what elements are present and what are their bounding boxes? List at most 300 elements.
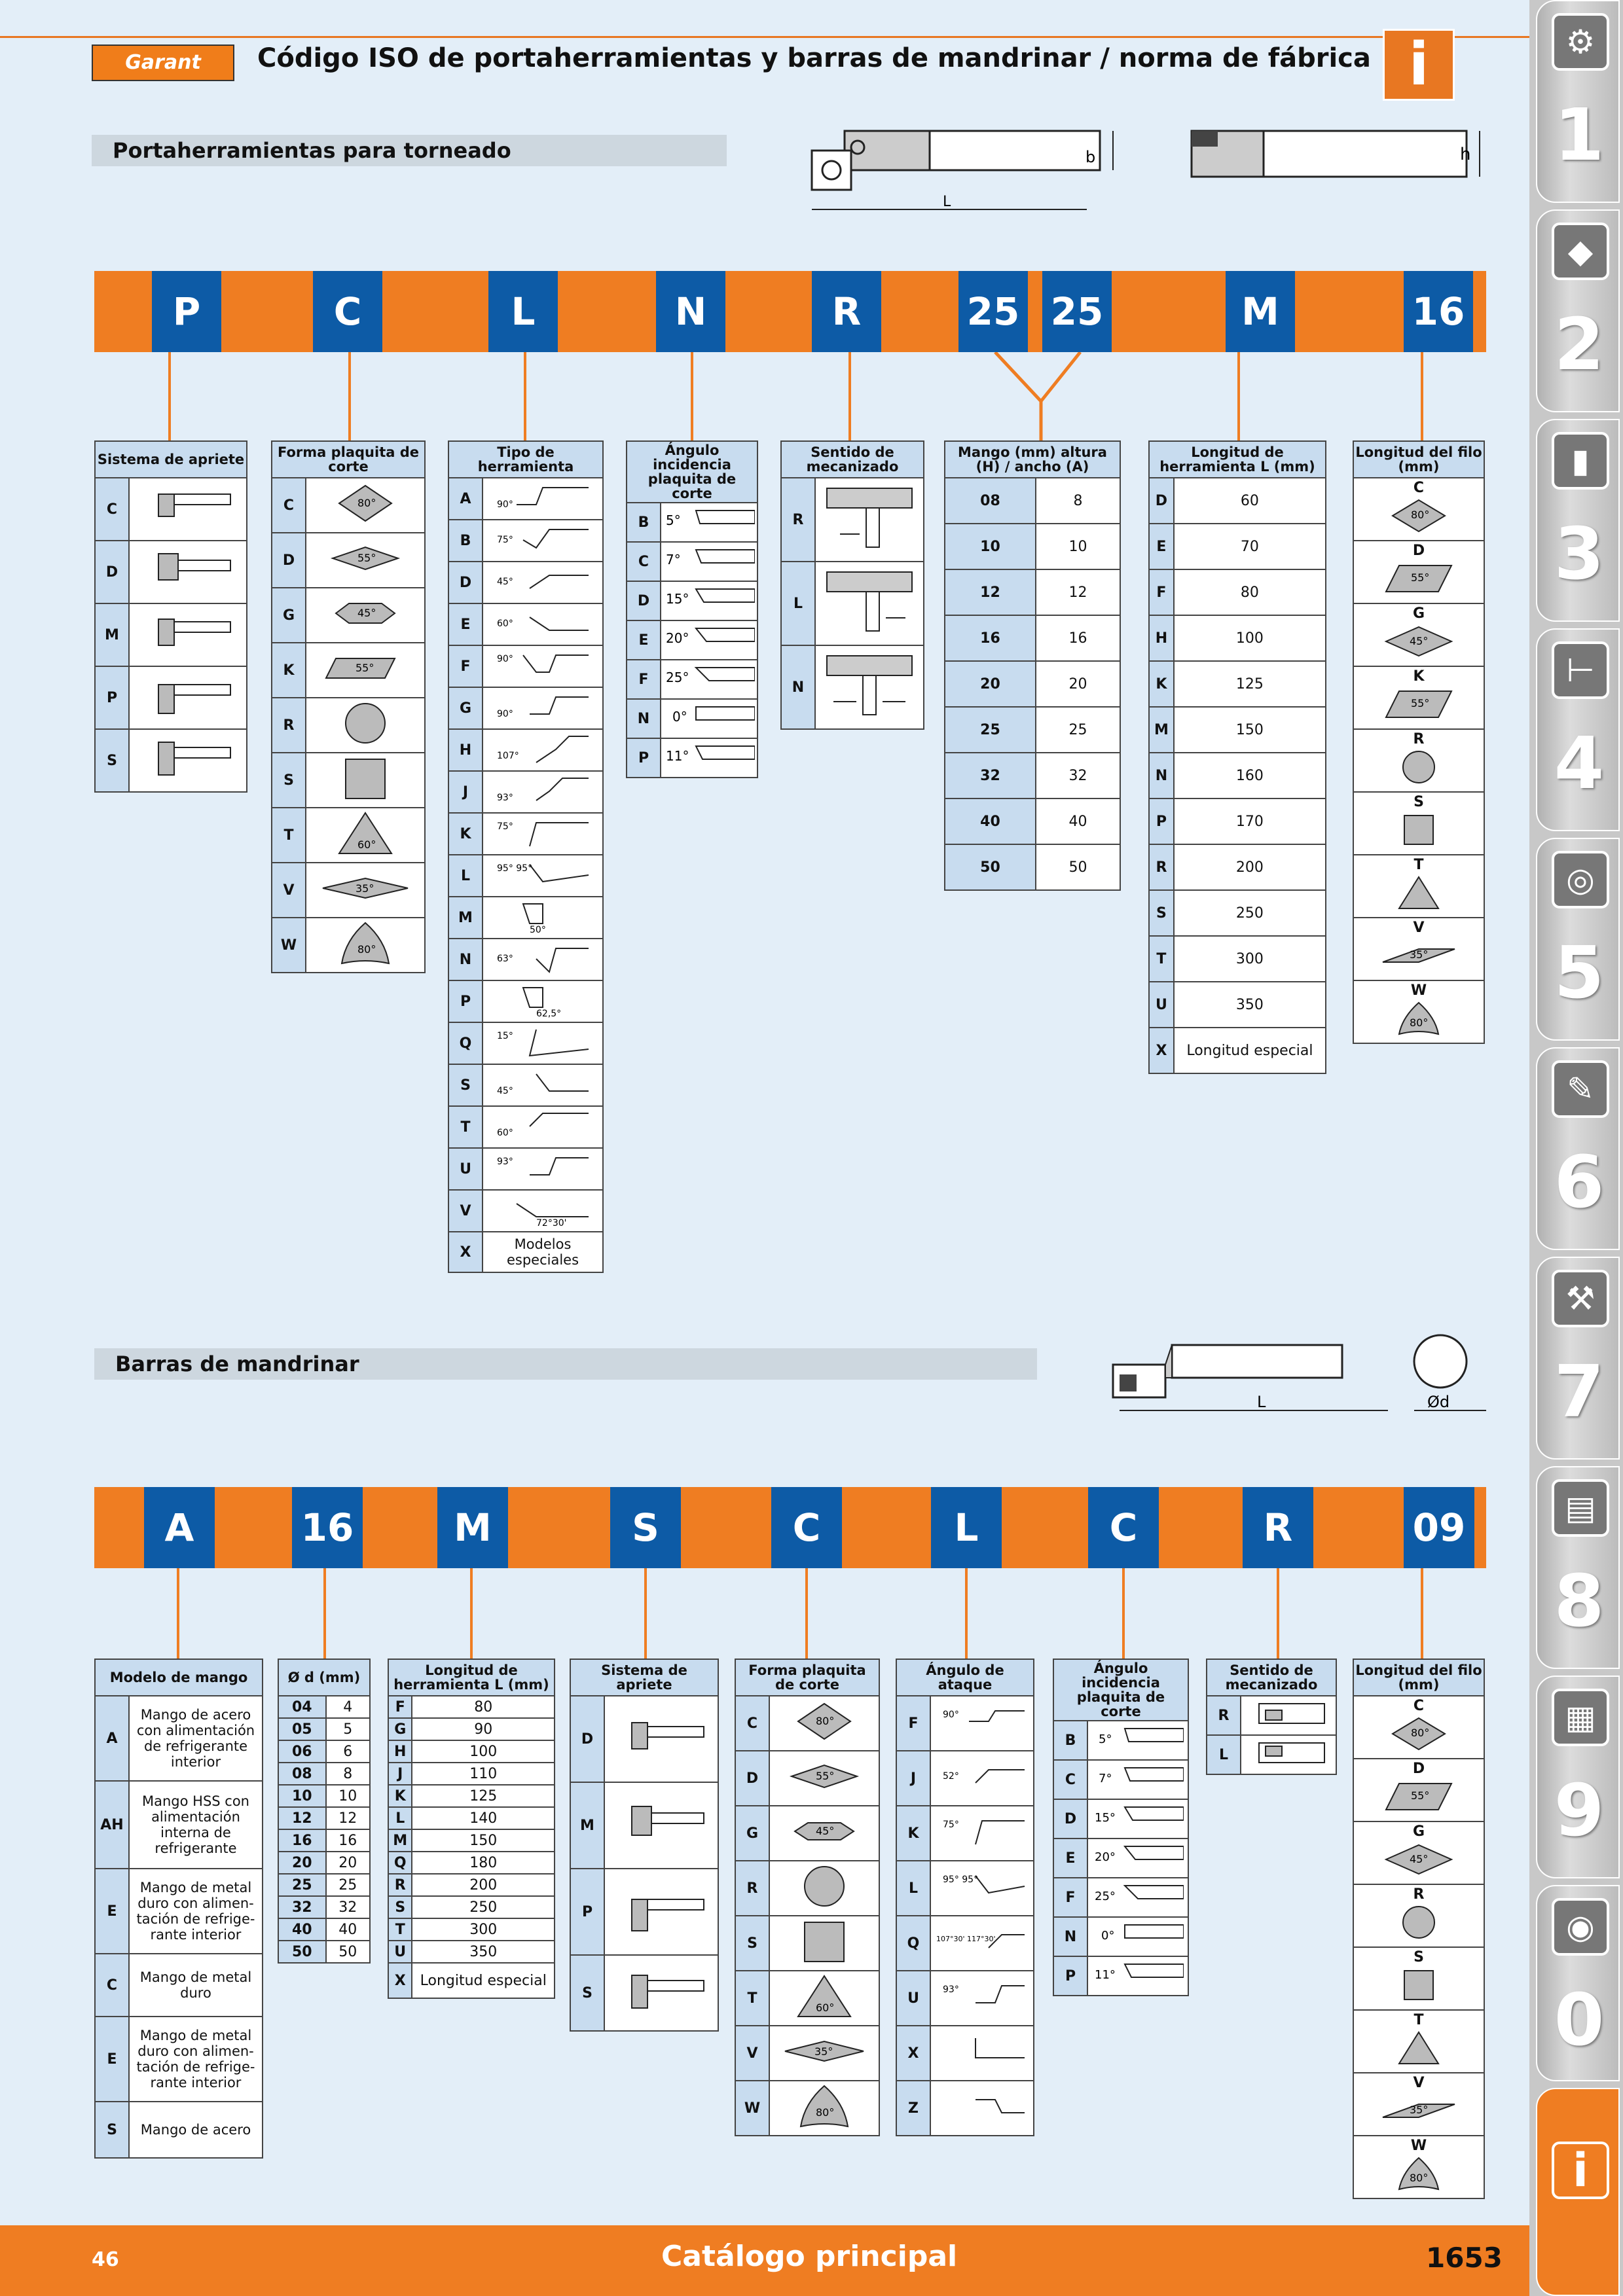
svg-text:107°: 107° bbox=[497, 751, 519, 761]
table-key: B bbox=[1053, 1721, 1087, 1760]
svg-text:45°: 45° bbox=[497, 1086, 513, 1096]
svg-text:55°: 55° bbox=[356, 662, 374, 674]
clearance-angle-icon bbox=[661, 699, 757, 738]
svg-text:75°: 75° bbox=[943, 1820, 959, 1830]
svg-text:93°: 93° bbox=[497, 1157, 513, 1167]
table-clearance-angle-boring bbox=[1053, 1659, 1189, 1996]
toolbox-icon: ▤ bbox=[1552, 1479, 1609, 1537]
table-key: C bbox=[627, 542, 661, 581]
svg-text:80°: 80° bbox=[1411, 508, 1430, 521]
table-diameter bbox=[278, 1659, 371, 1964]
drawing-label-d: Ød bbox=[1427, 1393, 1450, 1411]
clearance-angle-icon bbox=[1087, 1721, 1188, 1760]
edge-r-icon: R bbox=[1353, 729, 1484, 792]
code-letter: N bbox=[656, 271, 725, 352]
connector bbox=[323, 1568, 326, 1659]
table-key: 08 bbox=[278, 1763, 326, 1785]
table-key: J bbox=[388, 1763, 412, 1785]
table-key: P bbox=[627, 738, 661, 778]
table-value: 32 bbox=[326, 1896, 370, 1918]
table-key: D bbox=[448, 562, 483, 603]
chapter-tab-3[interactable] bbox=[1536, 419, 1620, 622]
clamp-icon bbox=[129, 478, 247, 541]
table-key: 12 bbox=[945, 569, 1036, 615]
edge-v-icon: V 35° bbox=[1353, 918, 1484, 980]
table-key: D bbox=[627, 581, 661, 620]
svg-text:45°: 45° bbox=[816, 1825, 835, 1837]
table-key: S bbox=[735, 1916, 769, 1971]
table-value: 40 bbox=[326, 1918, 370, 1941]
table-key: M bbox=[570, 1782, 604, 1869]
table-value: 50 bbox=[326, 1941, 370, 1963]
table-key: 16 bbox=[945, 615, 1036, 661]
table-key: X bbox=[448, 1232, 483, 1272]
table-value: 25 bbox=[1036, 707, 1120, 753]
svg-text:55°: 55° bbox=[357, 552, 376, 564]
table-header: Ángulo de ataque bbox=[896, 1659, 1034, 1696]
chapter-tab-8[interactable] bbox=[1536, 1466, 1620, 1669]
table-value: 6 bbox=[326, 1740, 370, 1763]
svg-text:11°: 11° bbox=[666, 748, 689, 764]
svg-text:90°: 90° bbox=[497, 654, 513, 664]
table-value: 80 bbox=[1174, 569, 1326, 615]
insert-parallelogram-55-icon bbox=[306, 643, 425, 698]
svg-text:35°: 35° bbox=[1410, 948, 1429, 961]
svg-text:20°: 20° bbox=[1095, 1850, 1116, 1864]
table-header: Tipo de herramienta bbox=[448, 441, 603, 478]
table-key: E bbox=[1053, 1839, 1087, 1878]
chapter-tab-7[interactable] bbox=[1536, 1257, 1620, 1460]
svg-text:45°: 45° bbox=[1410, 634, 1429, 647]
table-key: J bbox=[448, 771, 483, 813]
table-key: C bbox=[1053, 1760, 1087, 1799]
clearance-angle-icon bbox=[661, 503, 757, 542]
toolholder-drawing bbox=[805, 118, 1133, 223]
insert-round-icon bbox=[769, 1861, 879, 1916]
hammer-pliers-icon: ⚒ bbox=[1552, 1270, 1609, 1327]
table-key: S bbox=[95, 2102, 129, 2158]
table-tool-length-boring bbox=[388, 1659, 555, 1999]
table-key: T bbox=[272, 808, 306, 863]
clearance-angle-icon bbox=[1087, 1799, 1188, 1839]
code-band-turning bbox=[94, 271, 1486, 352]
table-key: N bbox=[448, 939, 483, 980]
table-insert-shape bbox=[271, 440, 426, 973]
table-value: 60 bbox=[1174, 478, 1326, 524]
insert-square-icon bbox=[306, 753, 425, 808]
svg-text:90°: 90° bbox=[943, 1710, 959, 1720]
table-key: P bbox=[95, 666, 129, 729]
connector bbox=[1277, 1568, 1279, 1659]
approach-angle-icon bbox=[930, 1806, 1034, 1861]
table-header: Longitud del filo (mm) bbox=[1353, 1659, 1484, 1696]
table-key: 04 bbox=[278, 1696, 326, 1718]
chapter-tab-6[interactable] bbox=[1536, 1047, 1620, 1250]
table-key: C bbox=[95, 1954, 129, 2017]
connector bbox=[805, 1568, 808, 1659]
catalog-page-number: 1653 bbox=[1426, 2242, 1503, 2274]
clearance-angle-icon bbox=[1087, 1878, 1188, 1917]
svg-text:45°: 45° bbox=[1410, 1852, 1429, 1865]
table-key: D bbox=[1053, 1799, 1087, 1839]
insert-rhombus-80-icon bbox=[306, 478, 425, 533]
svg-text:63°: 63° bbox=[497, 954, 513, 964]
table-key: 20 bbox=[945, 661, 1036, 707]
table-value: 25 bbox=[326, 1874, 370, 1896]
table-key: 50 bbox=[945, 844, 1036, 890]
svg-text:55°: 55° bbox=[1411, 1789, 1430, 1802]
svg-text:0°: 0° bbox=[672, 709, 687, 725]
svg-text:62,5°: 62,5° bbox=[536, 1009, 562, 1018]
table-key: F bbox=[448, 645, 483, 687]
insert-trigon-icon bbox=[769, 2081, 879, 2136]
connector bbox=[1421, 352, 1423, 440]
table-header: Ángulo incidencia plaquita de corte bbox=[1053, 1659, 1188, 1721]
table-key: Z bbox=[896, 2081, 930, 2136]
code-letter: L bbox=[931, 1487, 1002, 1568]
tool-type-special: Modelos especiales bbox=[483, 1232, 603, 1272]
edge-c-icon: C 80° bbox=[1353, 1696, 1484, 1759]
table-key: V bbox=[448, 1190, 483, 1232]
table-value: 12 bbox=[1036, 569, 1120, 615]
table-value: 100 bbox=[412, 1740, 555, 1763]
svg-text:15°: 15° bbox=[497, 1031, 513, 1041]
table-key: K bbox=[388, 1785, 412, 1807]
table-key: 40 bbox=[945, 798, 1036, 844]
table-header: Forma plaquita de corte bbox=[272, 441, 425, 478]
svg-text:7°: 7° bbox=[666, 552, 681, 567]
code-letter: 16 bbox=[292, 1487, 363, 1568]
connector bbox=[470, 1568, 473, 1659]
table-clamp-system bbox=[94, 440, 247, 793]
table-value: 150 bbox=[412, 1829, 555, 1852]
table-value: 16 bbox=[326, 1829, 370, 1852]
table-tool-length bbox=[1148, 440, 1326, 1074]
tool-type-icon bbox=[483, 478, 603, 520]
table-key: A bbox=[448, 478, 483, 520]
approach-angle-icon bbox=[930, 2026, 1034, 2081]
table-value: 110 bbox=[412, 1763, 555, 1785]
drill-icon: ⚙ bbox=[1552, 13, 1609, 71]
svg-text:95° 95°: 95° 95° bbox=[943, 1874, 979, 1885]
direction-neutral-icon bbox=[815, 645, 924, 729]
chapter-tab-0[interactable] bbox=[1536, 1885, 1620, 2081]
svg-text:35°: 35° bbox=[814, 2045, 833, 2058]
table-key: D bbox=[1149, 478, 1174, 524]
table-key: N bbox=[627, 699, 661, 738]
table-value: 8 bbox=[326, 1763, 370, 1785]
table-key: 40 bbox=[278, 1918, 326, 1941]
table-key: E bbox=[627, 620, 661, 660]
svg-text:20°: 20° bbox=[666, 630, 689, 646]
table-key: N bbox=[781, 645, 815, 729]
table-value: Longitud especial bbox=[1174, 1028, 1326, 1073]
drawing-label-b: b bbox=[1085, 148, 1096, 166]
table-key: E bbox=[95, 1869, 129, 1954]
clearance-angle-icon bbox=[661, 738, 757, 778]
clearance-angle-icon bbox=[1087, 1839, 1188, 1878]
table-cutting-edge-length bbox=[1353, 440, 1485, 1044]
edge-c-icon: C 80° bbox=[1353, 478, 1484, 541]
code-letter: R bbox=[812, 271, 881, 352]
table-key: R bbox=[781, 478, 815, 562]
code-letter: 09 bbox=[1404, 1487, 1474, 1568]
insert-trigon-icon bbox=[306, 918, 425, 973]
table-key: S bbox=[272, 753, 306, 808]
svg-text:5°: 5° bbox=[666, 512, 681, 528]
table-value: 16 bbox=[1036, 615, 1120, 661]
table-key: R bbox=[272, 698, 306, 753]
table-key: N bbox=[1149, 753, 1174, 798]
table-value: 350 bbox=[412, 1941, 555, 1963]
table-value: 140 bbox=[412, 1807, 555, 1829]
table-key: P bbox=[570, 1869, 604, 1955]
table-header: Ángulo incidencia plaquita de corte bbox=[627, 441, 757, 503]
chapter-number: 8 bbox=[1554, 1559, 1605, 1643]
clamp-icon bbox=[129, 729, 247, 792]
tool-type-icon bbox=[483, 1148, 603, 1190]
svg-text:11°: 11° bbox=[1095, 1968, 1116, 1982]
table-value: 125 bbox=[1174, 661, 1326, 707]
insert-rhombus-55-icon bbox=[769, 1751, 879, 1806]
clearance-angle-icon bbox=[661, 620, 757, 660]
direction-right-icon bbox=[1241, 1696, 1336, 1735]
tool-type-icon bbox=[483, 1106, 603, 1148]
svg-text:25°: 25° bbox=[1095, 1890, 1116, 1903]
connector bbox=[965, 1568, 968, 1659]
insert-parallelogram-45-icon bbox=[306, 588, 425, 643]
table-key: T bbox=[448, 1106, 483, 1148]
table-key: F bbox=[627, 660, 661, 699]
clamp-icon bbox=[129, 541, 247, 603]
insert-icon: ◆ bbox=[1552, 223, 1609, 280]
table-value: 350 bbox=[1174, 982, 1326, 1028]
clearance-angle-icon bbox=[661, 581, 757, 620]
svg-text:90°: 90° bbox=[497, 709, 513, 719]
chapter-number: 6 bbox=[1554, 1140, 1605, 1224]
table-header: Sentido de mecanizado bbox=[781, 441, 924, 478]
table-key: F bbox=[896, 1696, 930, 1751]
table-key: 06 bbox=[278, 1740, 326, 1763]
table-key: M bbox=[1149, 707, 1174, 753]
edge-d-icon: D 55° bbox=[1353, 541, 1484, 603]
tool-type-icon bbox=[483, 520, 603, 562]
svg-text:80°: 80° bbox=[1410, 1016, 1429, 1029]
info-icon: i bbox=[1552, 2142, 1609, 2199]
table-key: H bbox=[448, 729, 483, 771]
svg-text:60°: 60° bbox=[497, 1128, 513, 1138]
edge-k-icon: K 55° bbox=[1353, 666, 1484, 729]
table-key: 12 bbox=[278, 1807, 326, 1829]
clearance-angle-icon bbox=[661, 660, 757, 699]
connector bbox=[1421, 1568, 1423, 1659]
table-key: U bbox=[388, 1941, 412, 1963]
table-key: Q bbox=[896, 1916, 930, 1971]
chuck-icon: ▮ bbox=[1552, 432, 1609, 490]
chapter-tab-2[interactable] bbox=[1536, 209, 1620, 412]
table-key: R bbox=[388, 1874, 412, 1896]
edge-t-icon: T bbox=[1353, 855, 1484, 918]
svg-text:80°: 80° bbox=[1411, 1726, 1430, 1739]
caliper-icon: ⊢ bbox=[1552, 641, 1609, 699]
connector bbox=[177, 1568, 179, 1659]
table-key: X bbox=[388, 1963, 412, 1998]
table-key: S bbox=[570, 1955, 604, 2031]
tool-type-icon bbox=[483, 813, 603, 855]
table-key: 50 bbox=[278, 1941, 326, 1963]
safety-goggles-icon: ◉ bbox=[1552, 1898, 1609, 1956]
connector bbox=[644, 1568, 647, 1659]
tool-type-icon bbox=[483, 1022, 603, 1064]
table-key: S bbox=[1149, 890, 1174, 936]
tool-type-icon bbox=[483, 897, 603, 939]
table-key: 25 bbox=[278, 1874, 326, 1896]
table-key: G bbox=[735, 1806, 769, 1861]
table-key: Q bbox=[388, 1852, 412, 1874]
svg-text:72°30': 72°30' bbox=[536, 1218, 567, 1227]
code-letter: C bbox=[771, 1487, 842, 1568]
table-key: F bbox=[1149, 569, 1174, 615]
table-header: Sistema de apriete bbox=[570, 1659, 718, 1696]
table-value: 90 bbox=[412, 1718, 555, 1740]
tool-type-icon bbox=[483, 562, 603, 603]
approach-angle-icon bbox=[930, 1971, 1034, 2026]
table-key: X bbox=[896, 2026, 930, 2081]
edge-r-icon: R bbox=[1353, 1884, 1484, 1947]
svg-text:50°: 50° bbox=[530, 925, 546, 934]
code-letter: 16 bbox=[1404, 271, 1473, 352]
table-key: T bbox=[388, 1918, 412, 1941]
svg-text:35°: 35° bbox=[1410, 2103, 1429, 2116]
table-key: L bbox=[448, 855, 483, 897]
chapter-number: 0 bbox=[1554, 1978, 1605, 2062]
table-value: Mango de acero con alimentación de refrigerante interior bbox=[129, 1696, 263, 1781]
table-key: L bbox=[896, 1861, 930, 1916]
svg-text:15°: 15° bbox=[1095, 1811, 1116, 1825]
table-value: 70 bbox=[1174, 524, 1326, 569]
svg-text:80°: 80° bbox=[357, 497, 376, 509]
table-clearance-angle bbox=[626, 440, 758, 778]
svg-text:55°: 55° bbox=[816, 1770, 835, 1782]
svg-text:60°: 60° bbox=[816, 2001, 835, 2014]
tool-type-icon bbox=[483, 980, 603, 1022]
table-key: G bbox=[448, 687, 483, 729]
table-key: H bbox=[1149, 615, 1174, 661]
table-key: F bbox=[388, 1696, 412, 1718]
clearance-angle-icon bbox=[1087, 1956, 1188, 1996]
svg-text:90°: 90° bbox=[497, 499, 513, 510]
edge-t-icon: T bbox=[1353, 2010, 1484, 2073]
svg-text:80°: 80° bbox=[357, 943, 376, 956]
table-key: R bbox=[1207, 1696, 1241, 1735]
svg-text:80°: 80° bbox=[816, 1715, 835, 1727]
table-key: B bbox=[627, 503, 661, 542]
table-header: Longitud de herramienta L (mm) bbox=[388, 1659, 555, 1696]
approach-angle-icon bbox=[930, 2081, 1034, 2136]
clamp-icon bbox=[604, 1782, 718, 1869]
wrench-icon: ✎ bbox=[1552, 1060, 1609, 1118]
table-key: D bbox=[570, 1696, 604, 1782]
insert-parallelogram-45-icon bbox=[769, 1806, 879, 1861]
svg-text:25°: 25° bbox=[666, 670, 689, 685]
drawing-label-h: h bbox=[1460, 145, 1471, 164]
drawing-label-L: L bbox=[1257, 1393, 1266, 1411]
table-key: C bbox=[272, 478, 306, 533]
svg-text:93°: 93° bbox=[943, 1984, 959, 1995]
table-key: K bbox=[1149, 661, 1174, 707]
page-number: 46 bbox=[92, 2248, 119, 2271]
table-key: P bbox=[1149, 798, 1174, 844]
table-key: A bbox=[95, 1696, 129, 1781]
table-key: Q bbox=[448, 1022, 483, 1064]
code-letter: C bbox=[1088, 1487, 1159, 1568]
chapter-tab-5[interactable] bbox=[1536, 838, 1620, 1041]
table-header: Forma plaquita de corte bbox=[735, 1659, 879, 1696]
table-value: 50 bbox=[1036, 844, 1120, 890]
table-value: 8 bbox=[1036, 478, 1120, 524]
table-value: 150 bbox=[1174, 707, 1326, 753]
chapter-sidebar bbox=[1529, 0, 1623, 2296]
chapter-tab-9[interactable] bbox=[1536, 1676, 1620, 1878]
table-value: 250 bbox=[412, 1896, 555, 1918]
chapter-tab-info[interactable] bbox=[1536, 2088, 1620, 2296]
code-letter: P bbox=[152, 271, 221, 352]
catalog-title: Catálogo principal bbox=[661, 2240, 958, 2273]
chapter-number: 9 bbox=[1554, 1768, 1605, 1852]
chapter-tab-4[interactable] bbox=[1536, 628, 1620, 831]
table-value: 20 bbox=[326, 1852, 370, 1874]
direction-left-icon bbox=[1241, 1735, 1336, 1774]
svg-text:75°: 75° bbox=[497, 821, 513, 832]
connector bbox=[1122, 1568, 1125, 1659]
clamp-icon bbox=[604, 1696, 718, 1782]
code-letter: S bbox=[610, 1487, 681, 1568]
tool-type-icon bbox=[483, 939, 603, 980]
svg-text:7°: 7° bbox=[1099, 1772, 1112, 1785]
svg-text:95° 95°: 95° 95° bbox=[497, 863, 533, 874]
table-value: 10 bbox=[1036, 524, 1120, 569]
table-clamp-system-boring bbox=[570, 1659, 719, 2032]
chapter-number: 4 bbox=[1554, 721, 1605, 805]
svg-text:93°: 93° bbox=[497, 793, 513, 803]
chapter-number: 5 bbox=[1554, 931, 1605, 1014]
top-rule bbox=[0, 0, 1532, 38]
table-header: Ø d (mm) bbox=[278, 1659, 370, 1696]
table-key: R bbox=[1149, 844, 1174, 890]
edge-s-icon: S bbox=[1353, 792, 1484, 855]
cabinet-icon: ▦ bbox=[1552, 1689, 1609, 1746]
table-header: Mango (mm) altura (H) / ancho (A) bbox=[945, 441, 1120, 478]
table-key: E bbox=[1149, 524, 1174, 569]
insert-rhombus-80-icon bbox=[769, 1696, 879, 1751]
table-value: 80 bbox=[412, 1696, 555, 1718]
table-key: S bbox=[388, 1896, 412, 1918]
svg-text:5°: 5° bbox=[1099, 1732, 1112, 1746]
insert-triangle-icon bbox=[769, 1971, 879, 2026]
clamp-icon bbox=[604, 1869, 718, 1955]
tool-type-icon bbox=[483, 645, 603, 687]
direction-left-icon bbox=[815, 562, 924, 645]
code-letter: C bbox=[313, 271, 382, 352]
svg-text:60°: 60° bbox=[357, 838, 376, 851]
approach-angle-icon bbox=[930, 1751, 1034, 1806]
table-key: H bbox=[388, 1740, 412, 1763]
table-value: 200 bbox=[412, 1874, 555, 1896]
table-key: X bbox=[1149, 1028, 1174, 1073]
code-letter: M bbox=[437, 1487, 508, 1568]
chapter-tab-1[interactable] bbox=[1536, 0, 1620, 203]
table-value: 5 bbox=[326, 1718, 370, 1740]
